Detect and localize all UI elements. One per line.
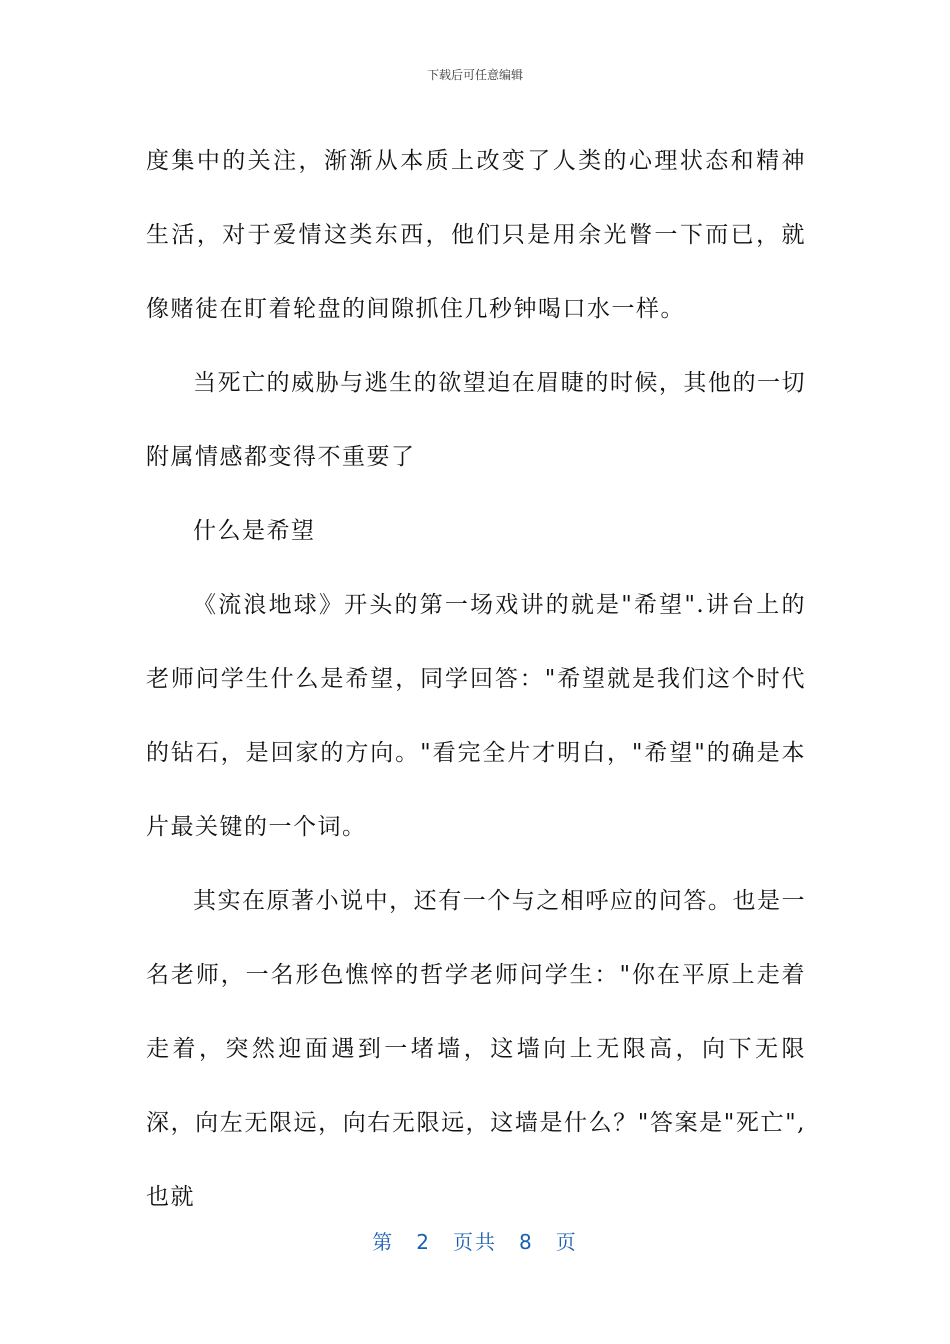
page-header: 下载后可任意编辑 <box>426 68 523 82</box>
footer-total-pages: 8 <box>519 1230 534 1254</box>
footer-current-page: 2 <box>416 1230 431 1254</box>
footer-suffix: 页 <box>555 1230 578 1254</box>
paragraph-2: 当死亡的威胁与逃生的欲望迫在眉睫的时候，其他的一切附属情感都变得不重要了 <box>146 370 806 470</box>
footer-middle: 页共 <box>453 1230 497 1254</box>
footer-prefix: 第 <box>372 1230 395 1254</box>
page-footer <box>0 1226 950 1255</box>
paragraph-4: 《流浪地球》开头的第一场戏讲的就是"希望".讲台上的老师问学生什么是希望，同学回答："希望就是我们这个时代的钻石，是回家的方向。"看完全片才明白，"希望"的确是本片最关键的一个词。 <box>146 592 806 840</box>
paragraph-5: 其实在原著小说中，还有一个与之相呼应的问答。也是一名老师，一名形色憔悴的哲学老师问学生："你在平原上走着走着，突然迎面遇到一堵墙，这墙向上无限高，向下无限深，向左无限远，向右无限远，这墙是什么？"答案是"死亡",也就 <box>146 888 806 1210</box>
paragraph-3-heading: 什么是希望 <box>193 518 316 544</box>
document-body <box>146 124 806 1234</box>
paragraph-1: 度集中的关注，渐渐从本质上改变了人类的心理状态和精神生活，对于爱情这类东西，他们只是用余光瞥一下而已，就像赌徒在盯着轮盘的间隙抓住几秒钟喝口水一样。 <box>146 148 806 322</box>
